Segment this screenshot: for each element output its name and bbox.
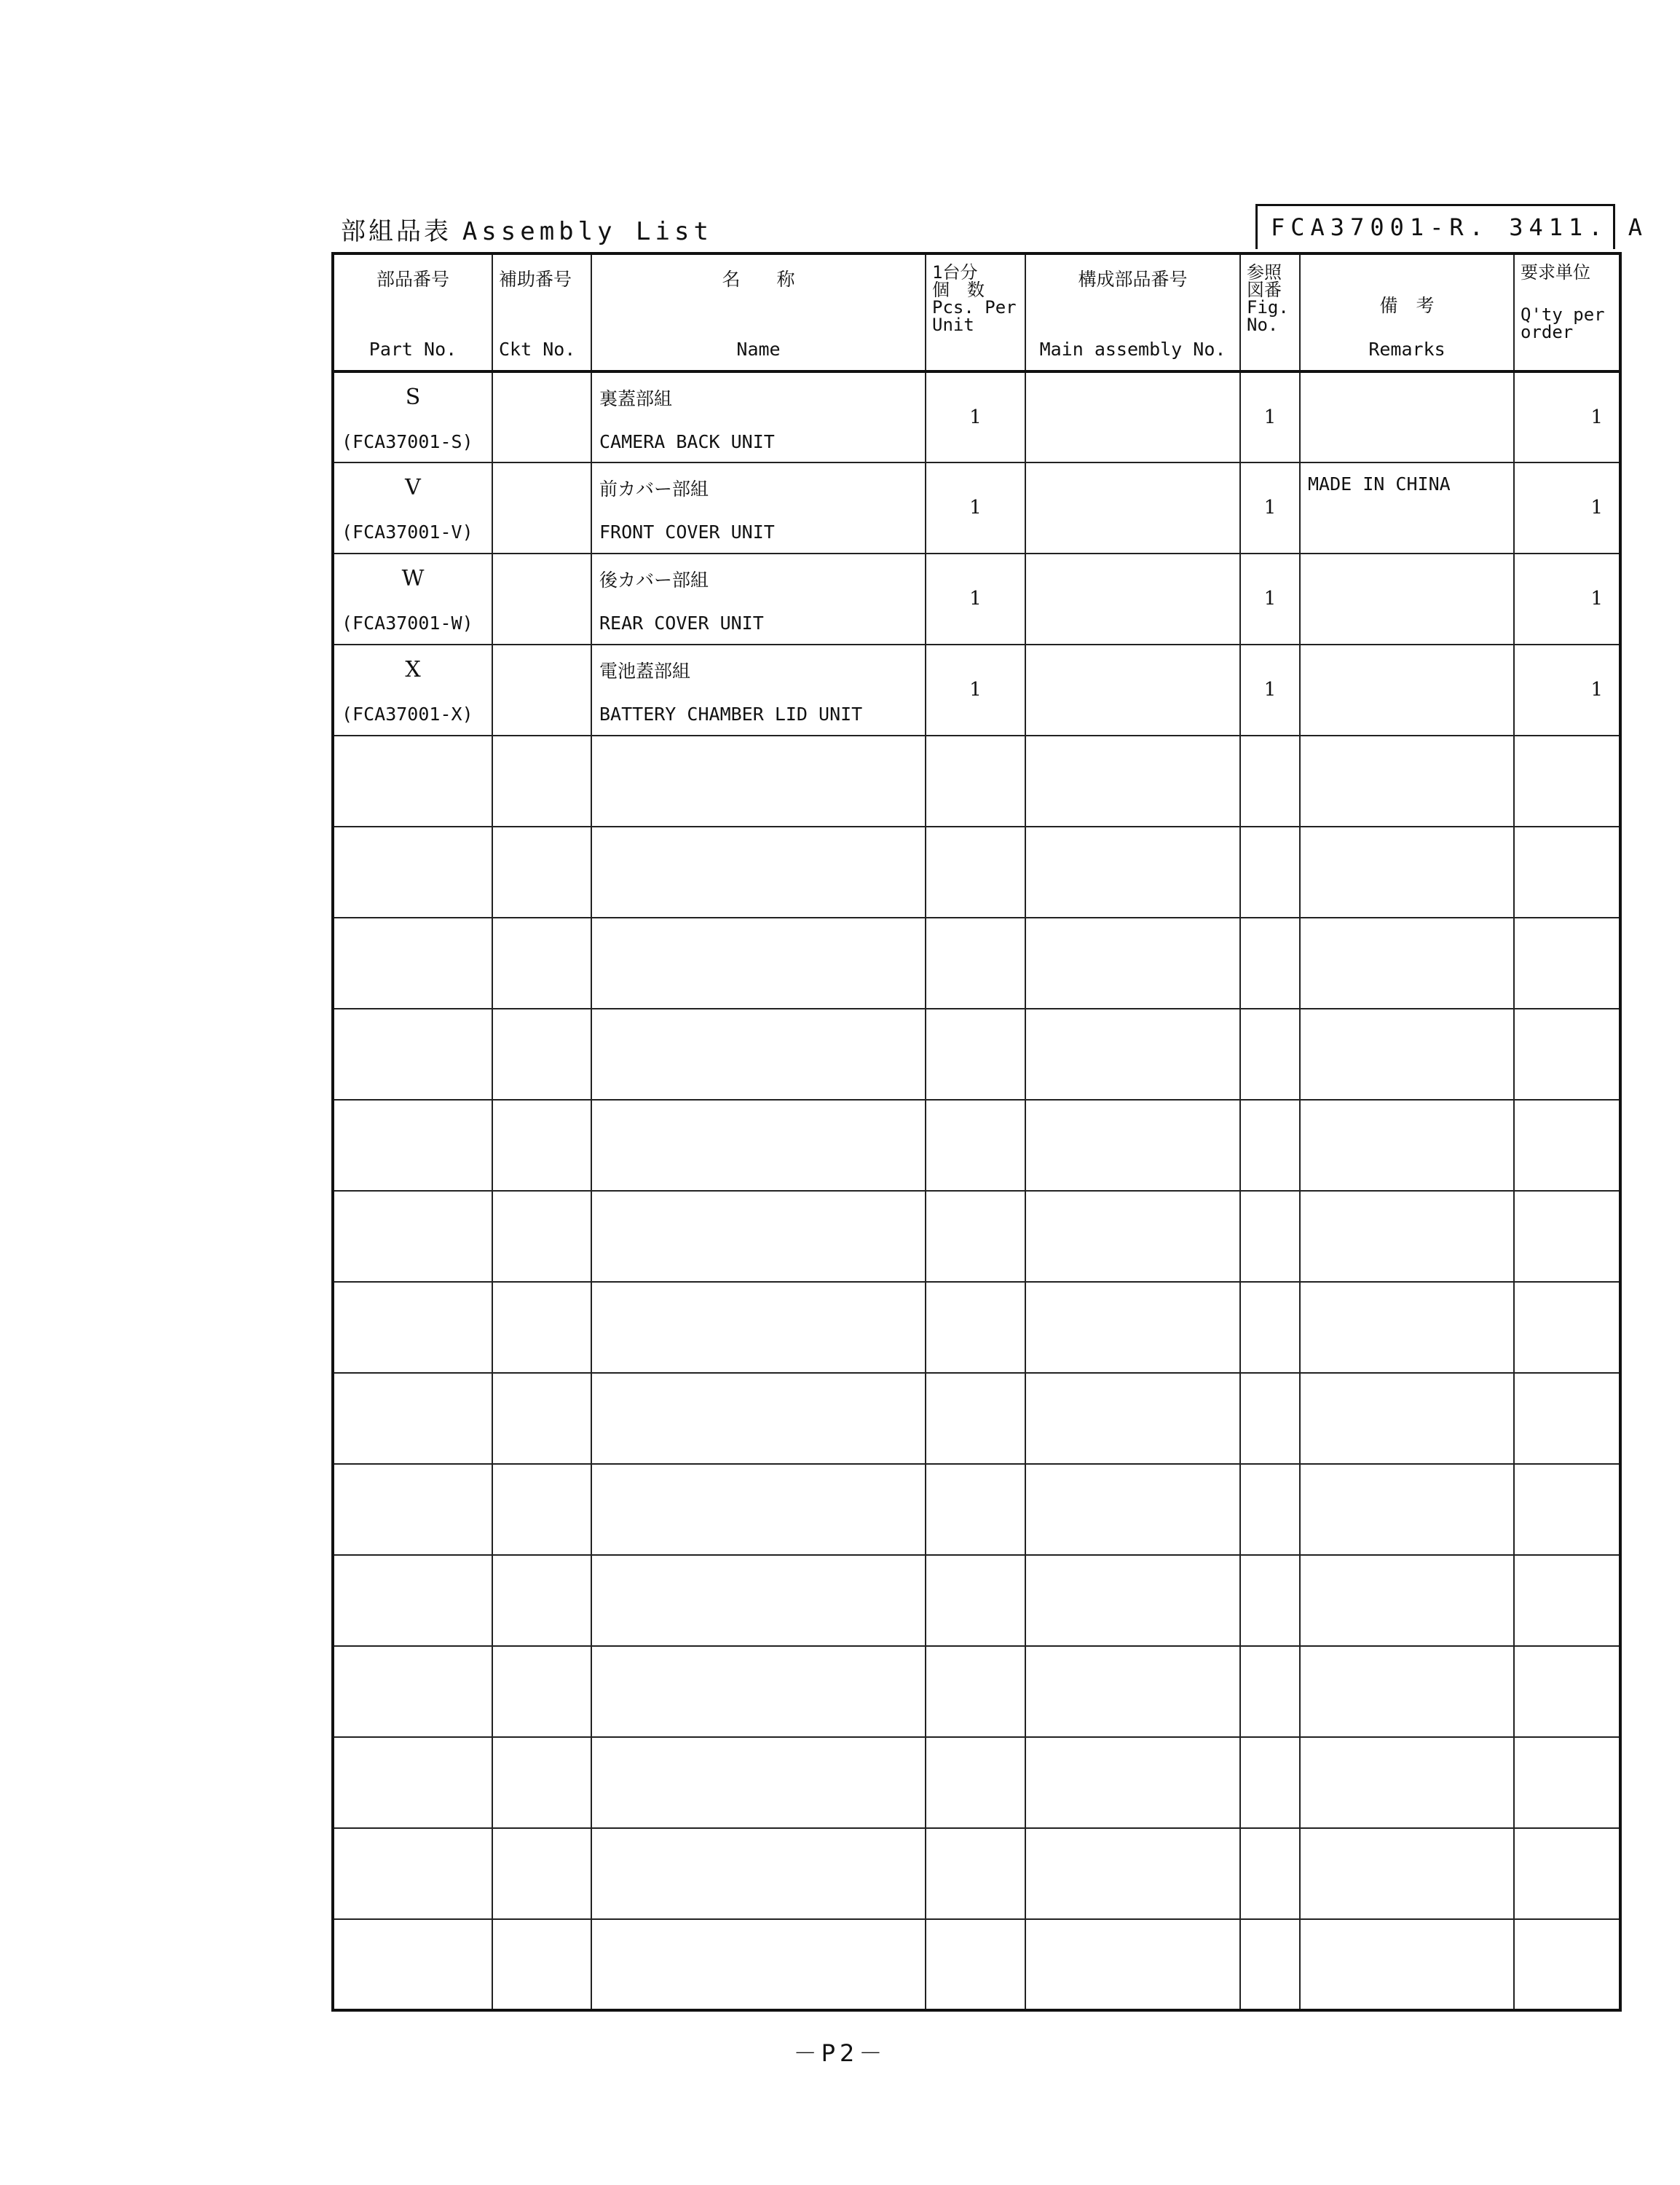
header-name: 名 称 Name [591,253,926,371]
empty-row [333,1555,1620,1646]
table-row [333,554,1620,645]
part-no-cell: X (FCA37001-X) [333,645,492,736]
remarks-cell [1300,371,1514,462]
qty-cell: 1 [1514,645,1620,736]
ckt-no-cell [492,645,591,736]
title-jp: 部組品表 [341,217,451,246]
assembly-table [331,252,1622,2012]
header-main-assembly: 構成部品番号 Main assembly No. [1025,253,1240,371]
empty-row [333,827,1620,918]
document-number: FCA37001-R. 3411. A [1255,204,1615,249]
fig-cell: 1 [1240,462,1300,554]
empty-row [333,1100,1620,1191]
table-row [333,371,1620,462]
main-assembly-cell [1025,554,1240,645]
header-part-no: 部品番号 Part No. [333,253,492,371]
header-pcs-per-unit: 1台分 個 数 Pcs. Per Unit [926,253,1025,371]
page-title [341,211,713,247]
name-cell: 裏蓋部組 CAMERA BACK UNIT [591,371,926,462]
pcs-cell: 1 [926,462,1025,554]
main-assembly-cell [1025,645,1240,736]
qty-cell: 1 [1514,371,1620,462]
page-number: －P2－ [793,2039,887,2067]
name-cell: 電池蓋部組 BATTERY CHAMBER LID UNIT [591,645,926,736]
remarks-cell: MADE IN CHINA [1300,462,1514,554]
header-remarks: 備 考 Remarks [1300,253,1514,371]
remarks-cell [1300,554,1514,645]
empty-row [333,1464,1620,1555]
part-no-cell: V (FCA37001-V) [333,462,492,554]
fig-cell: 1 [1240,371,1300,462]
empty-row [333,1646,1620,1737]
empty-row [333,736,1620,827]
empty-row [333,1191,1620,1282]
table-row [333,462,1620,554]
part-no-cell: W (FCA37001-W) [333,554,492,645]
empty-row [333,1828,1620,1919]
fig-cell: 1 [1240,645,1300,736]
qty-cell: 1 [1514,462,1620,554]
part-no-cell: S (FCA37001-S) [333,371,492,462]
fig-cell: 1 [1240,554,1300,645]
header-qty-per-order: 要求単位 Q'ty per order [1514,253,1620,371]
header-ckt-no: 補助番号 Ckt No. [492,253,591,371]
name-cell: 前カバー部組 FRONT COVER UNIT [591,462,926,554]
empty-row [333,1282,1620,1373]
empty-row [333,1373,1620,1464]
ckt-no-cell [492,554,591,645]
name-cell: 後カバー部組 REAR COVER UNIT [591,554,926,645]
table-row [333,645,1620,736]
empty-row [333,918,1620,1009]
main-assembly-cell [1025,371,1240,462]
pcs-cell: 1 [926,371,1025,462]
qty-cell: 1 [1514,554,1620,645]
title-en: Assembly List [462,217,713,246]
table-header-row [333,253,1620,371]
pcs-cell: 1 [926,554,1025,645]
header-fig-no: 参照 図番 Fig. No. [1240,253,1300,371]
empty-row [333,1737,1620,1828]
ckt-no-cell [492,371,591,462]
main-assembly-cell [1025,462,1240,554]
empty-row [333,1009,1620,1100]
ckt-no-cell [492,462,591,554]
table-body [333,371,1620,2010]
pcs-cell: 1 [926,645,1025,736]
empty-row [333,1919,1620,2010]
remarks-cell [1300,645,1514,736]
